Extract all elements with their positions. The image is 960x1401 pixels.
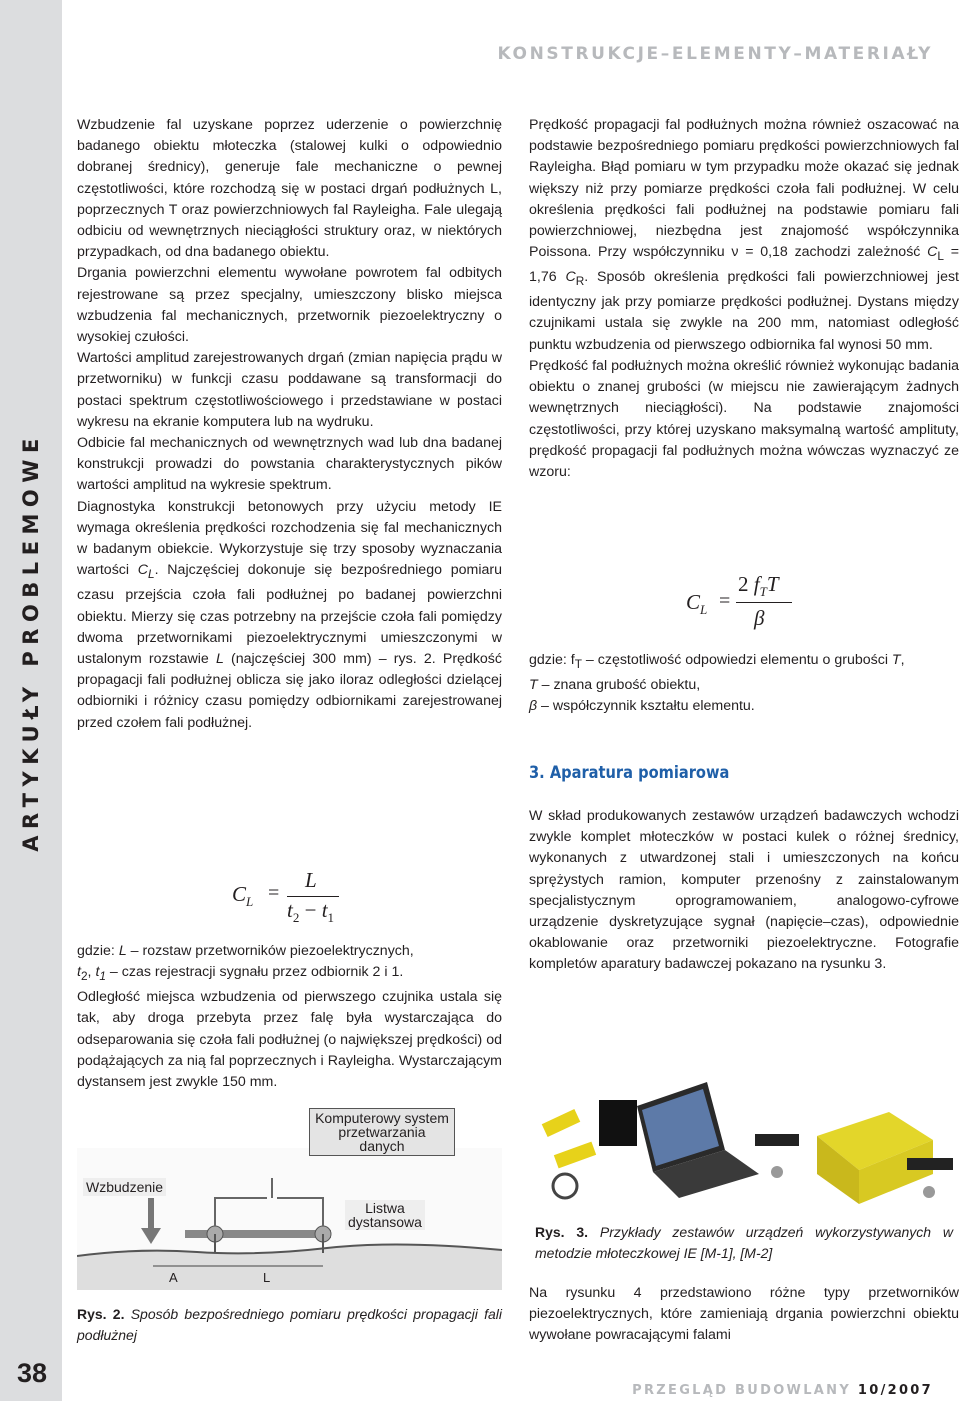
sensor-pad-2: [907, 1158, 953, 1170]
right-column-text: [529, 115, 959, 483]
label-l: L: [263, 1270, 271, 1285]
journal-name: PRZEGLĄD BUDOWLANY: [632, 1383, 852, 1398]
paragraph: Na rysunku 4 przedstawiono różne typy przetworników piezoelektrycznych, które zamieniają drgania powierzchni obiektu wywołane powracającymi falami: [529, 1285, 959, 1344]
cable-1: [215, 1198, 267, 1226]
definition-line: β – współczynnik kształtu elementu.: [529, 698, 755, 715]
paragraph: Odbicie fal mechanicznych od wewnętrznych wad lub dna badanej konstrukcji prowadzi do powstania charakterystycznych pików wartości amplitud na wykresie spektrum.: [77, 435, 502, 494]
measurement-scheme-svg: [77, 1148, 502, 1290]
paragraph: Wartości amplitud zarejestrowanych drgań (zmian napięcia prądu w przetworniku) w funkcji czasu poddawane są transformacji do postaci spektrum częstotliwościowego i przedstawiane w postaci wykresu na ekranie komputera lub na wydruku.: [77, 350, 502, 430]
right-column-text-lower: [529, 806, 959, 976]
excitation-arrow-head: [141, 1228, 161, 1244]
fraction-bar: [287, 896, 339, 897]
right-column-text-bottom: [529, 1283, 959, 1347]
definition-line: $t_2$, $t_1$ – czas rejestracji sygnału przez odbiornik 2 i 1.: [77, 964, 404, 984]
label-distance-strip: Listwa dystansowa: [345, 1200, 425, 1230]
section-heading: 3. Aparatura pomiarowa: [529, 763, 730, 783]
left-column-text: [77, 115, 502, 734]
definition-line: T – znana grubość obiektu,: [529, 677, 701, 694]
cable-2: [277, 1198, 323, 1226]
figure-2-diagram: [77, 1110, 502, 1290]
figure-2-caption: Rys. 2. Sposób bezpośredniego pomiaru prędkości propagacji fali podłużnej: [77, 1306, 502, 1343]
formula-cl-direct: $C_L$ = L $t_2 - t_1$: [232, 868, 372, 928]
paragraph: Prędkość propagacji fal podłużnych można również oszacować na podstawie bezpośredniego pomiaru prędkości powierzchniowych fal Rayleigha. Błąd pomiaru w tym przypadku może okazać się jednak większy niż przy pomiarze prędkości czoła fali podłużnej. W celu określenia prędkości fali podłużnej na podstawie pomiaru fali powierzchniowej, niezbędna jest znajomość współczynnika Poissona. Przy współczynniku ν = 0,18 zachodzi zależność $C_L = 1,76$ $C_R$. Sposób określenia prędkości fali powierzchniowej jest identyczny jak przy pomiarze prędkości podłużnej. Dystans między czujnikami ustala się zwykle na 200 mm, natomiast odległość punktu wzbudzenia od pierwszego odbiornika fal wynosi 50 mm.: [529, 117, 959, 353]
paragraph: Prędkość fal podłużnych można określić również wykonując badania obiektu o znanej grubości (w miejscu nie zawierającym żadnych wewnętrznych nieciągłości). Na podstawie znajomości częstotliwości, przy której uzyskano maksymalną wartość amplituty, prędkość propagacji fal podłużnych można wówczas wyznaczyć ze wzoru:: [529, 357, 959, 480]
sensor-pad-1: [755, 1134, 799, 1146]
figure-3-caption: Rys. 3. Przykłady zestawów urządzeń wykorzystywanych w metodzie młoteczkowej IE [M-1], [M-2]: [535, 1224, 953, 1261]
sensor-4: [923, 1186, 935, 1198]
paragraph: W skład produkowanych zestawów urządzeń badawczych wchodzi zwykle komplet młoteczków w postaci kulek o różnej średnicy, wykonanych z utwardzonej stali i umieszczonych na końcu sprężystych ramion, komputer przenośny z zainstalowanym specjalistycznym oprogramowaniem, analogowo-cyfrowe urządzenie dyskretyzujące sygnał (napięcie–czas), odpowiednie okablowanie oraz przetworniki piezoelektryczne. Fotografie kompletów aparatury badawczej pokazano na rysunku 3.: [529, 808, 959, 973]
running-footer: [632, 1383, 933, 1398]
issue-number: 10/2007: [857, 1383, 933, 1398]
label-a: A: [169, 1270, 178, 1285]
label-excitation: Wzbudzenie: [83, 1178, 166, 1196]
formula-cl-thickness: $C_L$ = 2 $f_TT$ β: [686, 572, 806, 638]
section-label: ARTYKUŁY PROBLEMOWE: [19, 432, 43, 852]
acquisition-unit: [599, 1100, 637, 1146]
page-number: 38: [16, 1358, 48, 1388]
definition-line: gdzie: L – rozstaw przetworników piezoelektrycznych,: [77, 943, 414, 959]
running-header: KONSTRUKCJE–ELEMENTY–MATERIAŁY: [497, 44, 933, 64]
paragraph: Diagnostyka konstrukcji betonowych przy użyciu metody IE wymaga określenia prędkości rozchodzenia się fal mechanicznych w badanym obiekcie. Wykorzystuje się trzy sposoby wyznaczania wartości $C_L$. Najczęściej dokonuje się bezpośredniego pomiaru czasu przejścia czoła fali podłużnej po badanej powierzchni obiektu. Mierzy się czas potrzebny na przejście czoła fali pomiędzy dwoma przetwornikami piezoelektrycznymi umieszczonymi w ustalonym rozstawie L (najczęściej 300 mm) – rys. 2. Prędkość propagacji fali podłużnej oblicza się jako iloraz odległości dzielącej odbiorniki i różnicy czasu pomiędzy odbiornikami zarejestrowanej przed czołem fali podłużnej.: [77, 498, 502, 731]
label-computer-system: Komputerowy system przetwarzania danych: [309, 1108, 455, 1156]
sidebar-strip: [0, 0, 62, 1401]
definition-line: gdzie: $f_T$ – częstotliwość odpowiedzi elementu o grubości T,: [529, 652, 905, 671]
right-column-definitions: [529, 650, 959, 717]
paragraph: Odległość miejsca wzbudzenia od pierwszego czujnika ustala się tak, aby droga przebyta przez falę była wystarczająca do odseparowania się czoła fali podłużnej (o największej prędkości) od podążających za nią fal poprzecznych i Rayleigha. Wystarczającym dystansem jest zwykle 150 mm.: [77, 989, 502, 1091]
left-column-text-lower: [77, 941, 502, 1093]
sensor-3: [771, 1166, 783, 1178]
fraction-bar: [736, 602, 792, 603]
paragraph: Wzbudzenie fal uzyskane poprzez uderzenie o powierzchnię badanego obiektu młoteczka (stalowej kulki o odpowiednio dobranej średnicy), generuje fale mechaniczne o pewnej częstotliwości, które rozchodzą się w postaci drgań podłużnych L, poprzecznych T oraz powierzchniowych fal Rayleigha. Fale ulegają odbiciu od wewnętrznych nieciągłości struktury oraz, w niektórych przypadkach, od dna badanego obiektu.: [77, 117, 502, 261]
figure-3-photo: [529, 1078, 959, 1214]
equipment-photo-svg: [529, 1078, 959, 1214]
paragraph: Drgania powierzchni elementu wywołane powrotem fal odbitych rejestrowane są przez specjalny, umieszczony blisko miejsca wzbudzenia fal mechanicznych, przetwornik piezoelektryczny o wysokiej czułości.: [77, 265, 502, 346]
